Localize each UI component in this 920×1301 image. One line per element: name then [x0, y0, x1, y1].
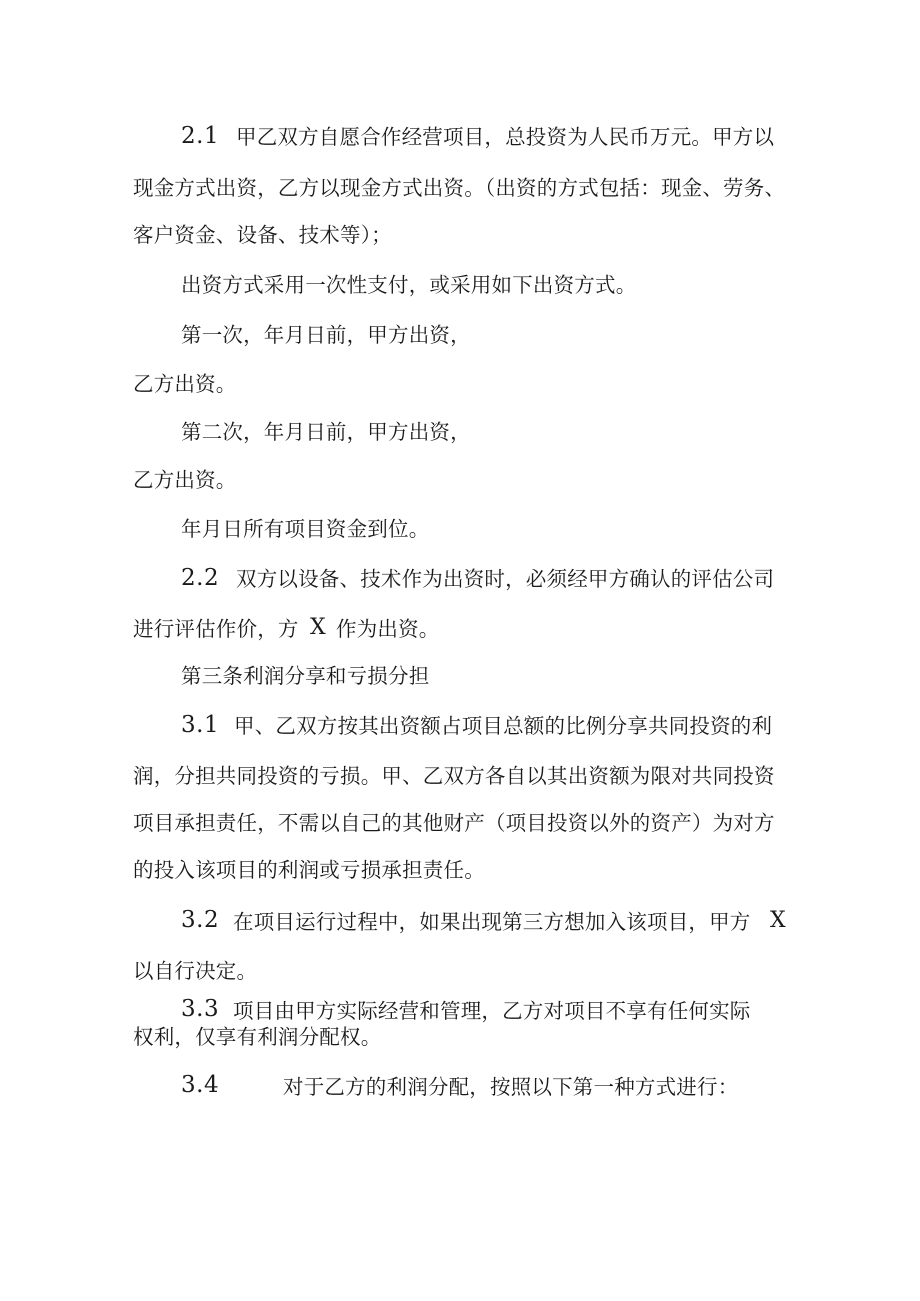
section-number: 3.3: [181, 996, 220, 1022]
paragraph-fragment: X: [770, 908, 786, 933]
paragraph-line: 现金方式出资，乙方以现金方式出资。（出资的方式包括：现金、劳务、: [133, 176, 786, 200]
paragraph-line: 双方以设备、技术作为出资时，必须经甲方确认的评估公司: [236, 567, 775, 591]
paragraph-line: 权利，仅享有利润分配权。: [133, 1025, 382, 1049]
paragraph-line: 出资方式采用一次性支付，或采用如下出资方式。: [181, 273, 637, 297]
section-number: 3.1: [181, 712, 220, 738]
paragraph-line: 甲乙双方自愿合作经营项目，总投资为人民币万元。甲方以: [236, 125, 775, 149]
paragraph-line: 年月日所有项目资金到位。: [181, 517, 430, 541]
paragraph-line: 项目承担责任，不需以自己的其他财产（项目投资以外的资产）为对方: [133, 811, 775, 835]
paragraph-line: 客户资金、设备、技术等）；: [133, 223, 392, 247]
paragraph-line: 在项目运行过程中，如果出现第三方想加入该项目，甲方: [233, 910, 751, 934]
section-number: 3.2: [181, 907, 220, 933]
article-heading: 第三条利润分享和亏损分担: [181, 664, 430, 688]
paragraph-line: 的投入该项目的利润或亏损承担责任。: [133, 858, 485, 882]
paragraph-line: 甲、乙双方按其出资额占项目总额的比例分享共同投资的利: [234, 714, 773, 738]
paragraph-line: 以自行决定。: [133, 959, 258, 983]
paragraph-line: 润，分担共同投资的亏损。甲、乙双方各自以其出资额为限对共同投资: [133, 764, 775, 788]
paragraph-line: 乙方出资。: [133, 468, 237, 492]
section-number: 2.2: [181, 565, 220, 591]
paragraph-line: 第二次，年月日前，甲方出资，: [181, 420, 471, 444]
paragraph-fragment: X: [310, 615, 326, 640]
paragraph-line: 项目由甲方实际经营和管理，乙方对项目不享有任何实际: [233, 999, 751, 1023]
section-number: 3.4: [181, 1072, 220, 1098]
paragraph-line: 对于乙方的利润分配，按照以下第一种方式进行：: [283, 1075, 739, 1099]
section-number: 2.1: [181, 123, 220, 149]
paragraph-line: 第一次，年月日前，甲方出资，: [181, 323, 471, 347]
paragraph-line: 进行评估作价，方: [133, 617, 299, 641]
paragraph-line: 乙方出资。: [133, 372, 237, 396]
paragraph-line: 作为出资。: [336, 617, 440, 641]
